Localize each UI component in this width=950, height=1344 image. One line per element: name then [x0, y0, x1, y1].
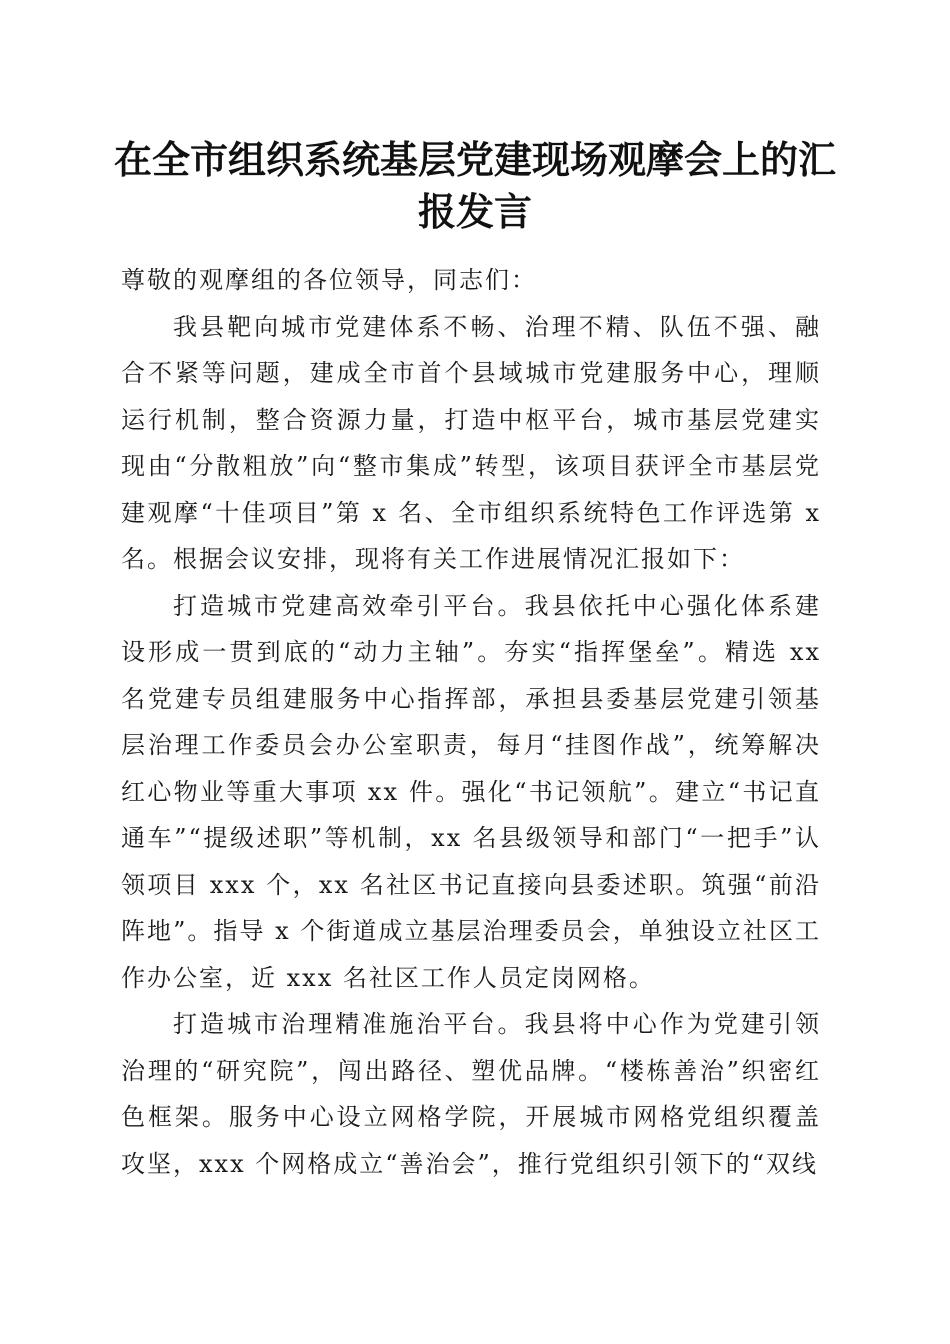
document-title: 在全市组织系统基层党建现场观摩会上的汇报发言 [113, 137, 836, 234]
document-body [121, 257, 821, 1187]
salutation: 尊敬的观摩组的各位领导，同志们： [121, 266, 537, 294]
paragraph-intro: 我县靶向城市党建体系不畅、治理不精、队伍不强、融合不紧等问题，建成全市首个县域城市党建服务中心，理顺运行机制，整合资源力量，打造中枢平台，城市基层党建实现由“分散粗放”向“整市集成”转型，该项目获评全市基层党建观摩“十佳项目”第 x 名、全市组织系统特色工作评选第 x 名。根据会议安排，现将有关工作进展情况汇报如下： [121, 312, 821, 573]
paragraph-governance-platform: 打造城市治理精准施治平台。我县将中心作为党建引领治理的“研究院”，闯出路径、塑优品牌。“楼栋善治”织密红色框架。服务中心设立网格学院，开展城市网格党组织覆盖攻坚，xxx 个网格成立“善治会”，推行党组织引领下的“双线 [121, 1010, 821, 1178]
paragraph-party-building-platform: 打造城市党建高效牵引平台。我县依托中心强化体系建设形成一贯到底的“动力主轴”。夯实“指挥堡垒”。精选 xx 名党建专员组建服务中心指挥部，承担县委基层党建引领基层治理工作委员会办公室职责，每月“挂图作战”，统筹解决红心物业等重大事项 xx 件。强化“书记领航”。建立“书记直通车”“提级述职”等机制，xx 名县级领导和部门“一把手”认领项目 xxx 个，xx 名社区书记直接向县委述职。筑强“前沿阵地”。指导 x 个街道成立基层治理委员会，单独设立社区工作办公室，近 xxx 名社区工作人员定岗网格。 [121, 591, 821, 992]
